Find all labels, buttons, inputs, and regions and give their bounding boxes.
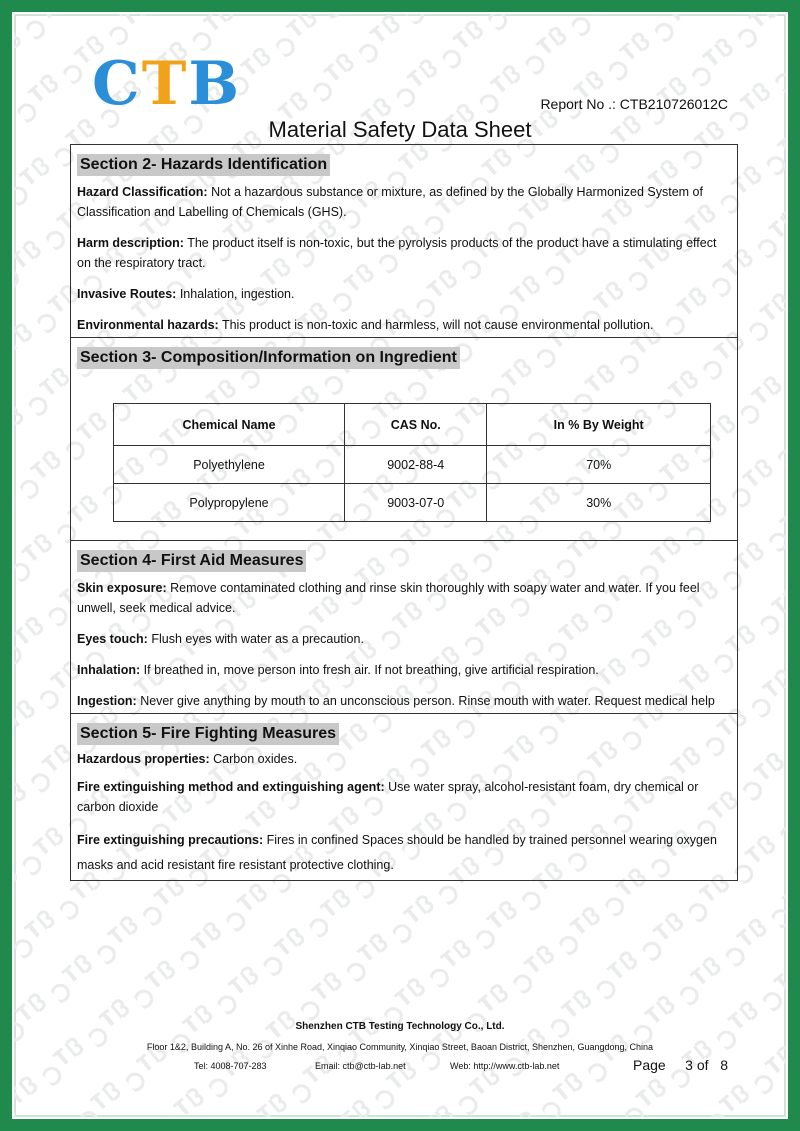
section-heading: Section 4- First Aid Measures <box>77 550 306 572</box>
section-heading: Section 2- Hazards Identification <box>77 154 330 176</box>
table-cell: 30% <box>487 484 711 522</box>
invasive-routes: Invasive Routes: Inhalation, ingestion. <box>77 287 295 301</box>
table-cell: 9003-07-0 <box>345 484 487 522</box>
logo-letter-t: T <box>141 49 189 119</box>
logo-letter-b: B <box>188 49 242 119</box>
ctb-logo <box>92 49 242 119</box>
column-header: In % By Weight <box>487 404 711 446</box>
column-header: Chemical Name <box>114 404 345 446</box>
page-number: Page 3 of 8 <box>633 1057 728 1073</box>
table-row <box>114 484 711 522</box>
table-cell: 9002-88-4 <box>345 446 487 484</box>
section-fire-fighting <box>71 714 737 878</box>
table-header-row <box>114 404 711 446</box>
column-header: CAS No. <box>345 404 487 446</box>
eyes-touch: Eyes touch: Flush eyes with water as a precaution. <box>77 632 364 646</box>
section-first-aid <box>71 541 737 714</box>
msds-sheet <box>70 144 738 881</box>
document-title: Material Safety Data Sheet <box>268 117 532 142</box>
report-number: Report No .: CTB210726012C <box>540 96 728 112</box>
footer-tel: Tel: 4008-707-283 <box>194 1061 267 1071</box>
table-cell: Polyethylene <box>114 446 345 484</box>
extinguishing-method: Fire extinguishing method and extinguishing agent: Use water spray, alcohol-resistant foam, dry chemical or carbon dioxide <box>77 780 699 814</box>
harm-description: Harm description: The product itself is non-toxic, but the pyrolysis products of the product have a stimulating effect on the respiratory tract. <box>77 236 717 270</box>
ingestion: Ingestion: Never give anything by mouth to an unconscious person. Rinse mouth with water. Request medical help <box>77 694 715 708</box>
table-cell: Polypropylene <box>114 484 345 522</box>
extinguishing-precautions: Fire extinguishing precautions: Fires in confined Spaces should be handled by trained personnel wearing oxygen masks and acid resistant fire resistant protective clothing. <box>77 833 717 872</box>
footer-address: Floor 1&2, Building A, No. 26 of Xinhe Road, Xinqiao Community, Xinqiao Street, Baoan District, Shenzhen, Guangdong, China <box>146 1042 654 1052</box>
table-cell: 70% <box>487 446 711 484</box>
environmental-hazards: Environmental hazards: This product is non-toxic and harmless, will not cause environmental pollution. <box>77 318 654 332</box>
hazard-classification: Hazard Classification: Not a hazardous substance or mixture, as defined by the Globally Harmonized System of Classification and Labelling of Chemicals (GHS). <box>77 185 703 219</box>
footer-company: Shenzhen CTB Testing Technology Co., Ltd. <box>295 1021 505 1032</box>
hazardous-properties: Hazardous properties: Carbon oxides. <box>77 752 298 766</box>
section-heading: Section 5- Fire Fighting Measures <box>77 723 339 745</box>
section-hazards <box>71 145 737 338</box>
skin-exposure: Skin exposure: Remove contaminated clothing and rinse skin thoroughly with soapy water and water. If you feel unwell, seek medical advice. <box>77 581 700 615</box>
footer-web: Web: http://www.ctb-lab.net <box>450 1061 560 1071</box>
footer-email: Email: ctb@ctb-lab.net <box>315 1061 406 1071</box>
inhalation: Inhalation: If breathed in, move person into fresh air. If not breathing, give artificial respiration. <box>77 663 599 677</box>
table-row <box>114 446 711 484</box>
logo-letter-c: C <box>92 49 142 119</box>
section-heading: Section 3- Composition/Information on Ingredient <box>77 347 460 369</box>
composition-table <box>113 403 711 522</box>
section-composition <box>71 338 737 541</box>
